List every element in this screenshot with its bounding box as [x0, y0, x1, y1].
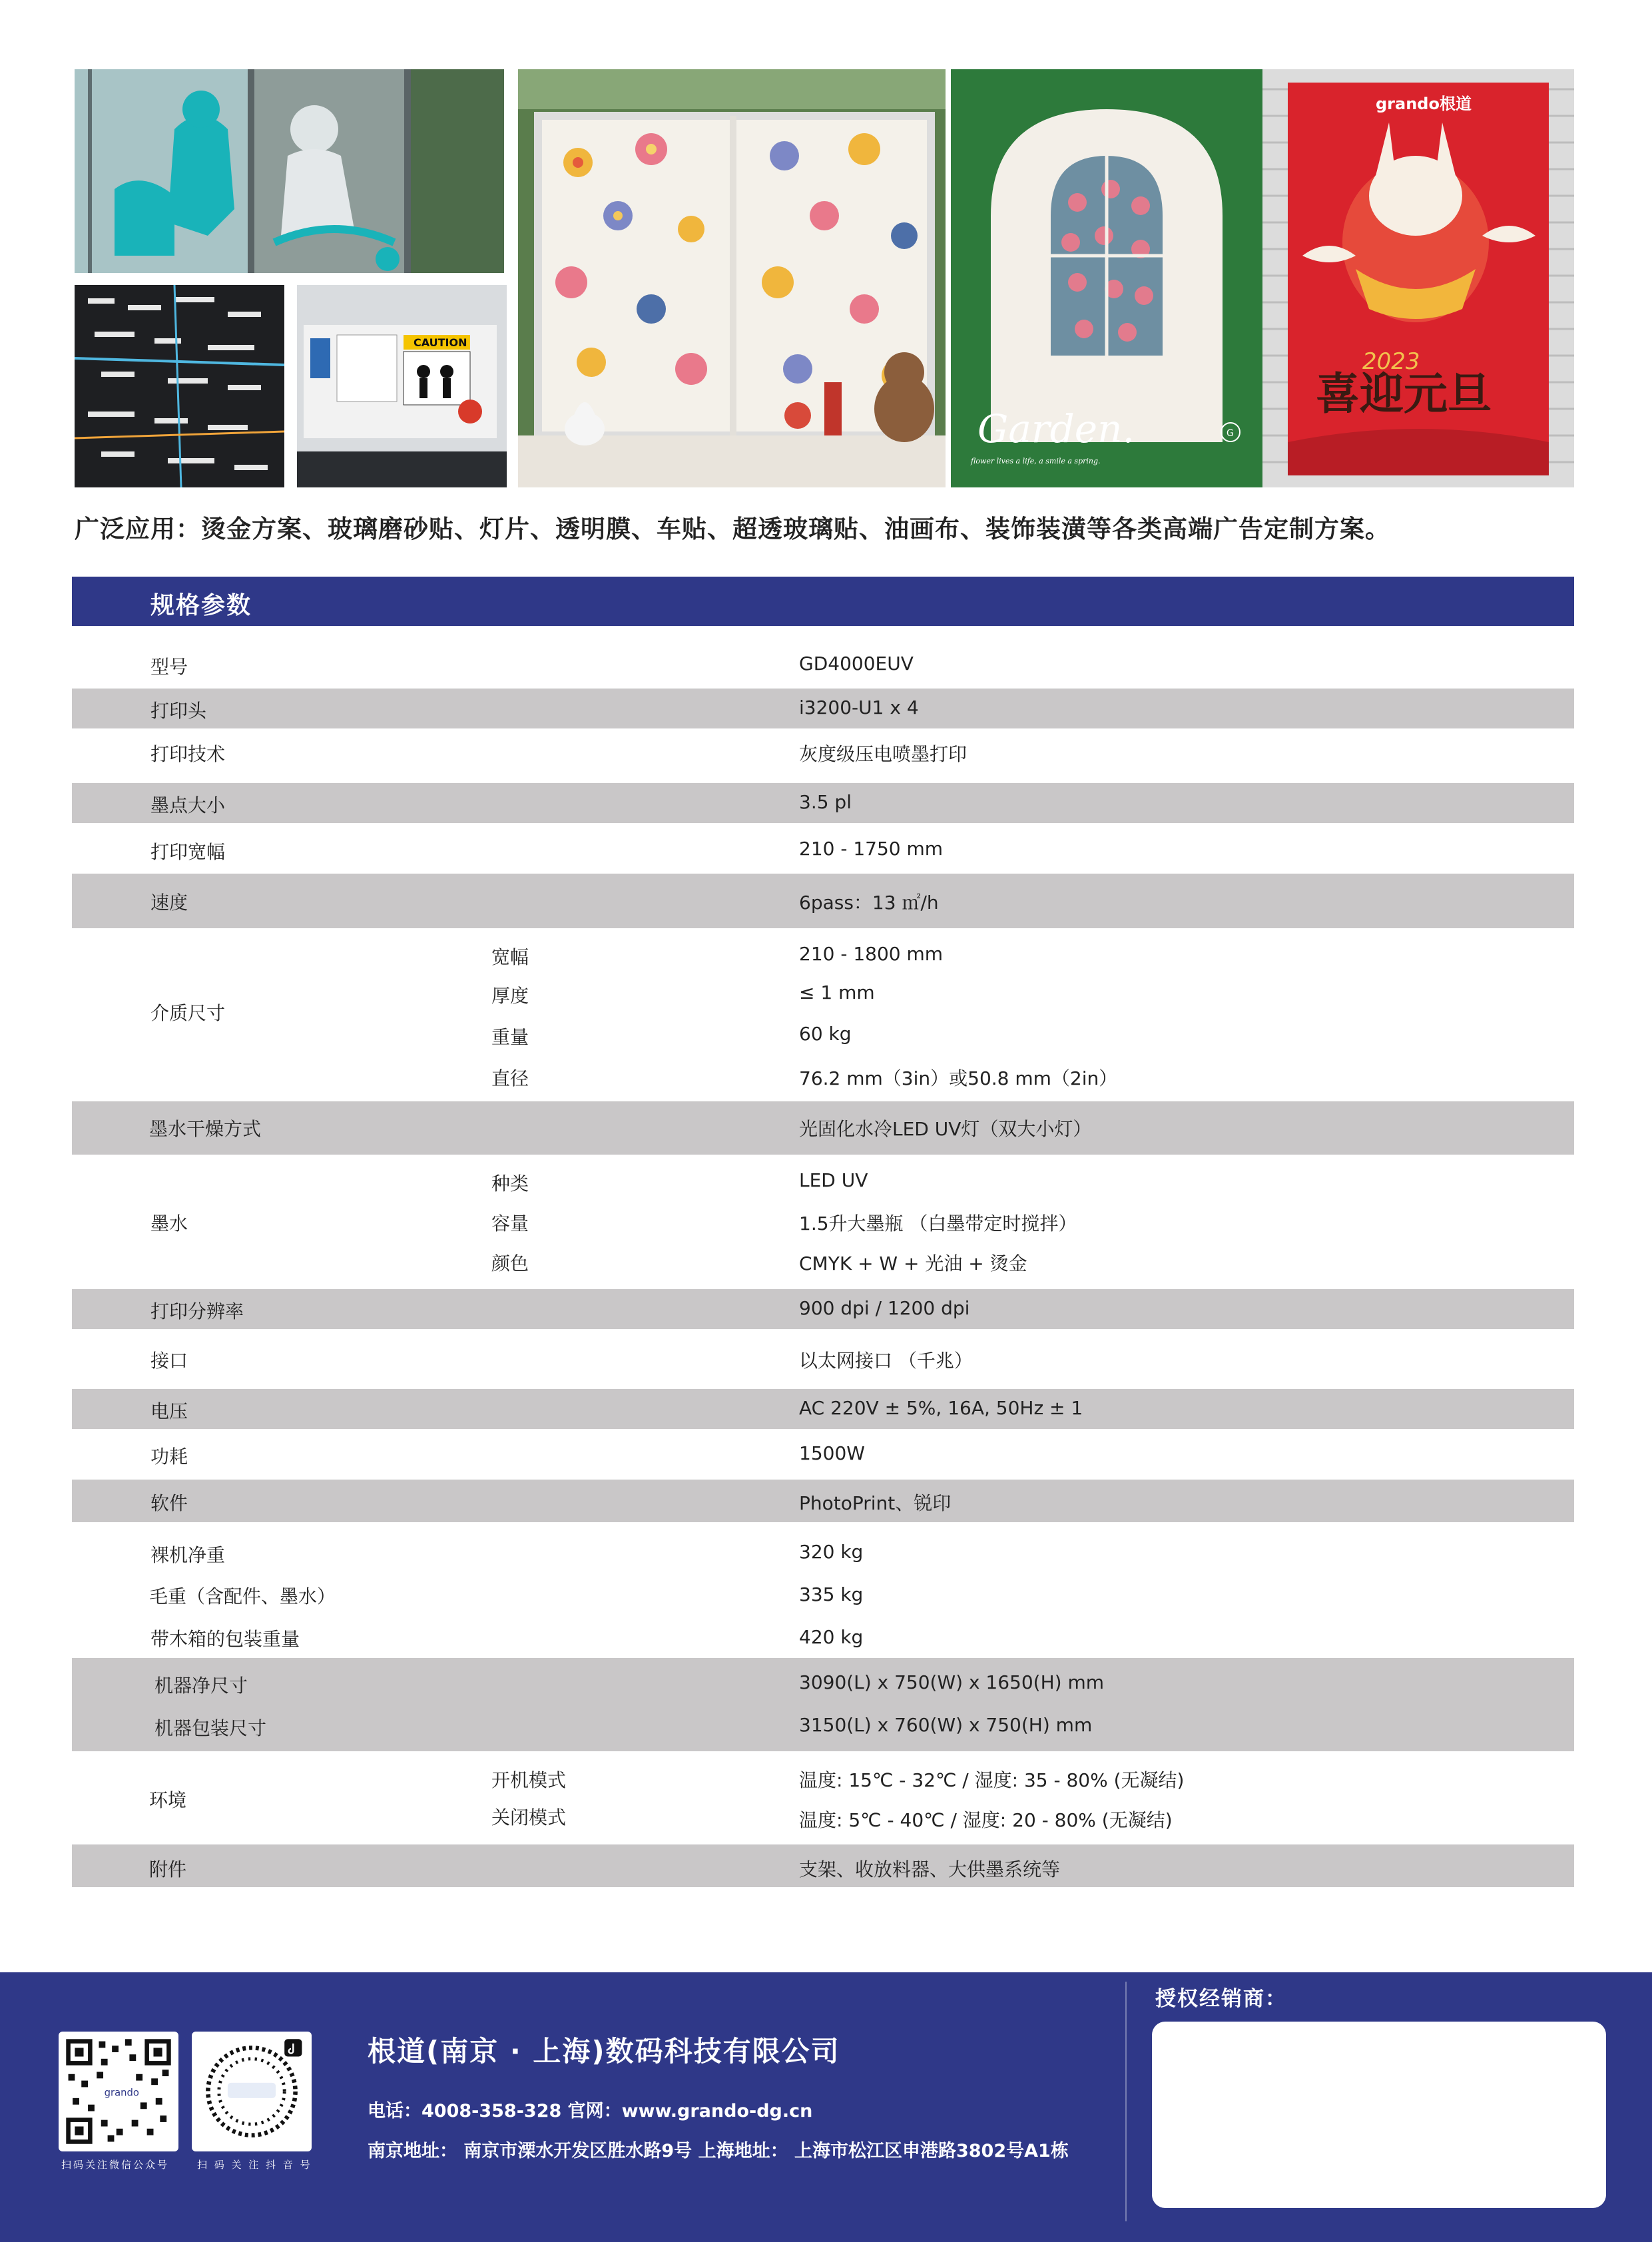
photo-glass-figures	[75, 69, 504, 273]
spec-value: 3150(L) x 760(W) x 750(H) mm	[799, 1714, 1093, 1736]
spec-label: 介质尺寸	[150, 1002, 226, 1024]
photo-garden-arch	[951, 69, 1262, 487]
spec-row-interface	[72, 1329, 1574, 1389]
spec-value: 支架、收放料器、大供墨系统等	[799, 1858, 1061, 1880]
spec-label: 打印头	[150, 700, 207, 722]
spec-label: 打印分辨率	[150, 1300, 244, 1322]
address-info: 南京地址： 南京市溧水开发区胜水路9号 上海地址： 上海市松江区申港路3802号A1栋	[368, 2141, 1069, 2161]
spec-sublabel: 容量	[491, 1213, 529, 1235]
spec-label: 电压	[150, 1400, 188, 1422]
spec-label: 软件	[150, 1492, 188, 1514]
spec-value: 灰度级压电喷墨打印	[799, 743, 967, 765]
dealer-box	[1152, 2022, 1606, 2208]
spec-value: 76.2 mm（3in）或50.8 mm（2in）	[799, 1067, 1118, 1089]
spec-label: 功耗	[150, 1446, 188, 1468]
spec-label: 打印宽幅	[150, 841, 226, 863]
spec-value: 900 dpi / 1200 dpi	[799, 1297, 970, 1319]
photo-flower-window	[518, 69, 946, 487]
spec-value: GD4000EUV	[799, 653, 914, 675]
spec-row-software	[72, 1480, 1574, 1522]
spec-value: 温度: 15℃ - 32℃ / 湿度: 35 - 80% (无凝结)	[799, 1769, 1185, 1791]
spec-row-printhead	[72, 689, 1574, 728]
spec-sublabel: 宽幅	[491, 946, 529, 968]
spec-sublabel: 开机模式	[491, 1769, 567, 1791]
spec-label: 裸机净重	[150, 1544, 226, 1566]
qr-center-text: grando	[104, 2087, 139, 2099]
spec-label: 接口	[150, 1350, 188, 1372]
spec-row-resolution	[72, 1289, 1574, 1329]
photo-red-poster	[1262, 69, 1574, 487]
garden-script-text: Garden.	[977, 406, 1135, 451]
spec-value: 1.5升大墨瓶 （白墨带定时搅拌）	[799, 1213, 1077, 1235]
spec-row-environment	[72, 1751, 1574, 1844]
qr-code-wechat	[59, 2032, 178, 2151]
spec-value: 335 kg	[799, 1583, 864, 1605]
spec-value: AC 220V ± 5%, 16A, 50Hz ± 1	[799, 1397, 1083, 1419]
spec-label: 墨点大小	[150, 794, 226, 816]
spec-label: 速度	[150, 892, 188, 914]
spec-row-model	[72, 645, 1574, 689]
spec-label: 附件	[149, 1858, 187, 1880]
spec-title: 规格参数	[150, 592, 252, 619]
spec-value: 320 kg	[799, 1541, 864, 1563]
photo-car-sticker	[297, 285, 507, 487]
spec-label: 机器包装尺寸	[154, 1717, 267, 1739]
spec-sublabel: 关闭模式	[491, 1807, 567, 1828]
spec-header	[72, 577, 1574, 626]
spec-value: 1500W	[799, 1442, 865, 1464]
footer-divider	[1125, 1982, 1127, 2221]
spec-label: 打印技术	[150, 743, 226, 765]
poster-brand-text: grando根道	[1376, 95, 1472, 113]
spec-row-weights	[72, 1522, 1574, 1658]
spec-value: 3090(L) x 750(W) x 1650(H) mm	[799, 1671, 1105, 1693]
spec-row-print-width	[72, 823, 1574, 874]
spec-label: 墨水干燥方式	[149, 1118, 262, 1140]
qr-code-douyin	[192, 2032, 312, 2151]
spec-label: 带木箱的包装重量	[150, 1628, 300, 1650]
spec-row-dot-size	[72, 783, 1574, 823]
caution-sign-text: CAUTION	[413, 336, 467, 349]
spec-value: i3200-U1 x 4	[799, 697, 919, 718]
spec-sublabel: 重量	[491, 1026, 529, 1048]
spec-label: 墨水	[150, 1213, 188, 1235]
contact-info: 电话：4008-358-328 官网：www.grando-dg.cn	[368, 2101, 813, 2121]
spec-sublabel: 直径	[491, 1067, 529, 1089]
spec-label: 机器净尺寸	[154, 1675, 248, 1697]
qr-wechat-label: 扫码关注微信公众号	[61, 2159, 170, 2171]
spec-sublabel: 厚度	[491, 985, 529, 1007]
spec-sublabel: 颜色	[491, 1253, 529, 1274]
spec-value: 3.5 pl	[799, 791, 852, 813]
spec-value: 6pass：13 ㎡/h	[799, 892, 939, 914]
qr-douyin-icon	[197, 2037, 306, 2146]
spec-value: 温度: 5℃ - 40℃ / 湿度: 20 - 80% (无凝结)	[799, 1809, 1173, 1831]
spec-value: ≤ 1 mm	[799, 981, 875, 1003]
spec-value: 60 kg	[799, 1023, 852, 1045]
spec-label: 毛重（含配件、墨水）	[149, 1585, 336, 1607]
spec-value: 210 - 1800 mm	[799, 943, 944, 965]
spec-row-ink	[72, 1155, 1574, 1289]
spec-label: 环境	[149, 1789, 187, 1811]
applications-text: 广泛应用：烫金方案、玻璃磨砂贴、灯片、透明膜、车贴、超透玻璃贴、油画布、装饰装潢等各类高端广告定制方案。	[75, 515, 1390, 543]
spec-value: 210 - 1750 mm	[799, 838, 944, 860]
garden-subline-text: flower lives a life, a smile a spring.	[971, 457, 1101, 465]
spec-value: 420 kg	[799, 1626, 864, 1648]
qr-douyin-label: 扫 码 关 注 抖 音 号	[197, 2159, 312, 2171]
poster-year-text: 2023	[1362, 348, 1420, 375]
spec-row-media-size	[72, 928, 1574, 1101]
spec-row-voltage	[72, 1389, 1574, 1429]
spec-row-drying	[72, 1101, 1574, 1155]
spec-row-speed	[72, 874, 1574, 928]
photo-light-panel	[75, 285, 284, 487]
spec-value: LED UV	[799, 1169, 868, 1191]
spec-row-dimensions	[72, 1658, 1574, 1751]
spec-sublabel: 种类	[491, 1173, 529, 1195]
poster-slogan-text: 喜迎元旦	[1316, 368, 1492, 420]
garden-badge-text: G	[1227, 428, 1234, 439]
spec-row-power	[72, 1429, 1574, 1480]
spec-value: 以太网接口 （千兆）	[799, 1350, 973, 1372]
dealer-label: 授权经销商：	[1155, 1987, 1287, 2011]
qr-wechat-icon	[64, 2037, 173, 2146]
spec-value: 光固化水冷LED UV灯（双大小灯）	[799, 1118, 1092, 1140]
spec-value: CMYK + W + 光油 + 烫金	[799, 1253, 1027, 1274]
spec-label: 型号	[150, 656, 188, 678]
spec-row-print-tech	[72, 728, 1574, 783]
spec-row-accessories	[72, 1844, 1574, 1887]
company-name: 根道(南京 · 上海)数码科技有限公司	[368, 2035, 840, 2068]
spec-value: PhotoPrint、锐印	[799, 1492, 952, 1514]
